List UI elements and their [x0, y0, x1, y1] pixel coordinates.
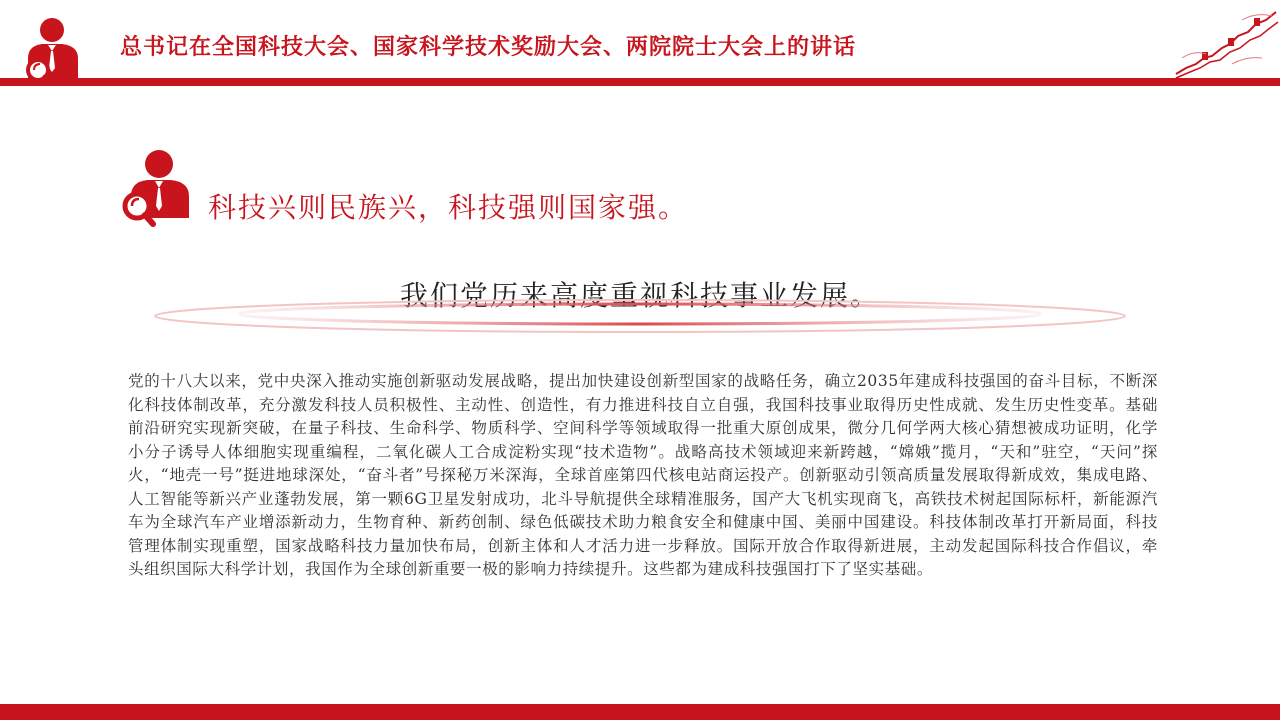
header [0, 0, 1280, 86]
person-magnifier-icon [16, 14, 86, 86]
footer-bar [0, 704, 1280, 720]
decorative-ring [150, 296, 1130, 336]
subtitle: 我们党历来高度重视科技事业发展。 [399, 279, 880, 312]
page-title: 总书记在全国科技大会、国家科学技术奖励大会、两院院士大会上的讲话 [120, 34, 857, 60]
header-bar [0, 78, 1280, 86]
section-heading: 科技兴则民族兴，科技强则国家强。 [208, 191, 689, 224]
great-wall-decoration [1172, 8, 1280, 80]
body-paragraph: 党的十八大以来，党中央深入推动实施创新驱动发展战略，提出加快建设创新型国家的战略任务，确立2035年建成科技强国的奋斗目标，不断深化科技体制改革，充分激发科技人员积极性、主动性、创造性，有力推进科技自立自强，我国科技事业取得历史性成就、发生历史性变革。基础前沿研究实现新突破，在量子科技、生命科学、物质科学、空间科学等领域取得一批重大原创成果，微分几何学两大核心猜想被成功证明，化学小分子诱导人体细胞实现重编程，二氧化碳人工合成淀粉实现“技术造物”。战略高技术领域迎来新跨越，“嫦娥”揽月，“天和”驻空，“天问”探火，“地壳一号”挺进地球深处，“奋斗者”号探秘万米深海，全球首座第四代核电站商运投产。创新驱动引领高质量发展取得新成效，集成电路、人工智能等新兴产业蓬勃发展，第一颗6G卫星发射成功，北斗导航提供全球精准服务，国产大飞机实现商飞，高铁技术树起国际标杆，新能源汽车为全球汽车产业增添新动力，生物育种、新药创制、绿色低碳技术助力粮食安全和健康中国、美丽中国建设。科技体制改革打开新局面，科技管理体制实现重塑，国家战略科技力量加快布局，创新主体和人才活力进一步释放。国际开放合作取得新进展，主动发起国际科技合作倡议，牵头组织国际大科学计划，我国作为全球创新重要一极的影响力持续提升。这些都为建成科技强国打下了坚实基础。 [128, 372, 1158, 578]
person-magnifier-icon [115, 146, 191, 228]
